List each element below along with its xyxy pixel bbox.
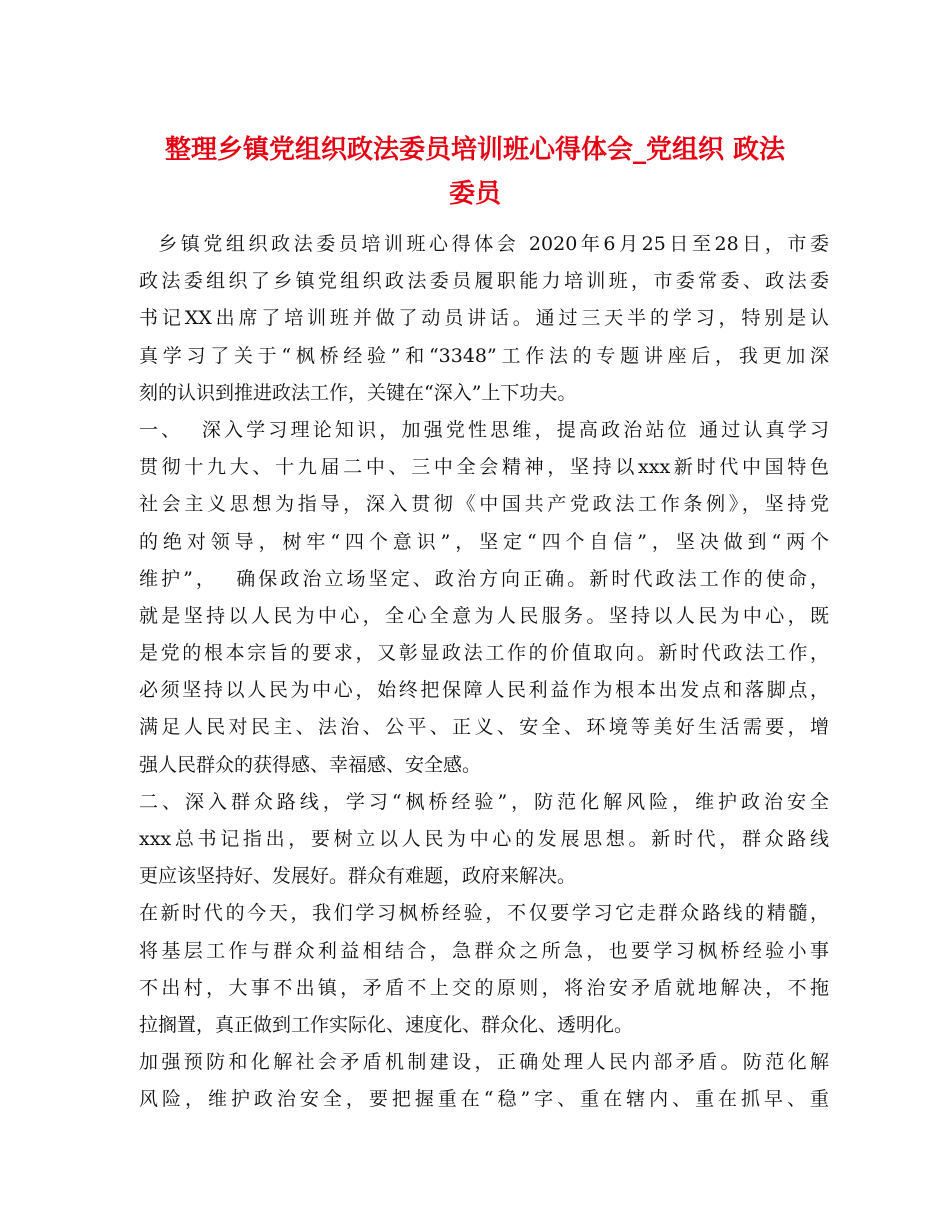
body-line: 强人民群众的获得感、幸福感、安全感。 [139,753,482,776]
document-title-line-2: 委员 [448,179,501,209]
body-line: 刻的认识到推进政法工作，关键在“深入”上下功夫。 [139,381,577,404]
body-line: 书记XX出席了培训班并做了动员讲话。通过三天半的学习，特别是认 [139,307,829,330]
body-line: 二、深入群众路线，学习“枫桥经验”，防范化解风险，维护政治安全 [139,790,829,813]
body-line: 更应该坚持好、发展好。群众有难题，政府来解决。 [139,865,577,888]
body-line: 拉搁置，真正做到工作实际化、速度化、群众化、透明化。 [139,1013,634,1036]
body-line: 就是坚持以人民为中心，全心全意为人民服务。坚持以人民为中心，既 [139,604,829,627]
body-line: 维护”， 确保政治立场坚定、政治方向正确。新时代政法工作的使命， [139,567,829,590]
body-line: 必须坚持以人民为中心，始终把保障人民利益作为根本出发点和落脚点， [139,679,829,702]
body-line: xxx总书记指出，要树立以人民为中心的发展思想。新时代，群众路线 [139,828,829,850]
document-body [139,226,829,1119]
document-title-line-1: 整理乡镇党组织政法委员培训班心得体会_党组织 政法 [164,135,786,165]
body-line: 乡镇党组织政法委员培训班心得体会 2020年6月25日至28日，市委 [139,233,829,255]
body-line: 加强预防和化解社会矛盾机制建设，正确处理人民内部矛盾。防范化解 [139,1051,829,1074]
body-line: 不出村，大事不出镇，矛盾不上交的原则，将治安矛盾就地解决，不拖 [139,976,829,999]
body-line: 社会主义思想为指导，深入贯彻《中国共产党政法工作条例》，坚持党 [139,493,829,516]
body-line: 一、 深入学习理论知识，加强党性思维，提高政治站位 通过认真学习 [139,418,829,441]
body-line: 真学习了关于“枫桥经验”和“3348”工作法的专题讲座后，我更加深 [139,344,829,367]
body-line: 的绝对领导，树牢“四个意识”，坚定“四个自信”，坚决做到“两个 [139,530,829,553]
body-line: 是党的根本宗旨的要求，又彰显政法工作的价值取向。新时代政法工作， [139,642,829,665]
body-line: 将基层工作与群众利益相结合，急群众之所急，也要学习枫桥经验小事 [139,939,829,962]
body-line: 风险，维护政治安全，要把握重在“稳”字、重在辖内、重在抓早、重 [139,1088,829,1111]
body-line: 满足人民对民主、法治、公平、正义、安全、环境等美好生活需要，增 [139,716,829,739]
body-line: 贯彻十九大、十九届二中、三中全会精神，坚持以xxx新时代中国特色 [139,456,829,479]
body-line: 政法委组织了乡镇党组织政法委员履职能力培训班，市委常委、政法委 [139,270,829,293]
body-line: 在新时代的今天，我们学习枫桥经验，不仅要学习它走群众路线的精髓， [139,902,829,925]
